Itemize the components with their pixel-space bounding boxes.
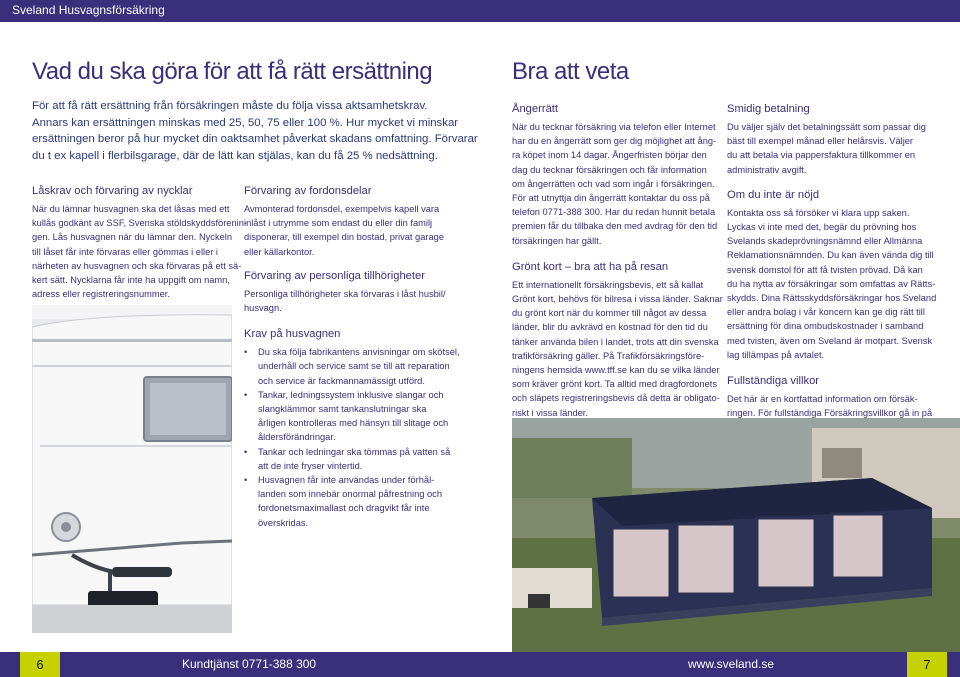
- caravan-photo: [32, 305, 232, 633]
- awning-photo: [512, 418, 960, 652]
- right-column-1: Ångerrätt När du tecknar försäkring via telefon eller Internet har du en ångerrätt som ger dig möjlighet att ång- ra köpet inom 14 dagar. Ångerfristen börjar den dag du tecknar försäkringen och får information om ångerrätten och vad som ingår i försäkringen. För att utnyttja din ångerrätt kontaktar du oss på telefon 0771-388 300. Har du redan hunnit betala premien får du tillbaka den med avdrag för den tid försäkringen har gällt. Grönt kort – bra att ha på resan Ett internationellt försäkringsbevis, ett så kallat Grönt kort, behövs för bilresa i vissa länder. Saknar du grönt kort när du kommer till något av dessa länder, blir du avkrävd en kostnad för den tid du tänker använda bilen i landet, trots att din svenska trafikförsäkring gäller. På Trafikförsäkringsföre- ningens hemsida www.tff.se kan du se vilka länder som kräver grönt kort. Ta alltid med dragfordonets och släpets registreringsbevis då detta är obligato- riskt i vissa länder.: [512, 103, 723, 418]
- list-item: • Husvagnen får inte användas under förhål- landen som innebär onormal påfrestning och fordonetsmaximallast och dragvikt får inte överskridas.: [244, 473, 469, 530]
- list-item: • Tankar, ledningssystem inklusive slangar och slangklämmor samt tankanslutningar ska årligen kontrolleras med hänsyn till slitage och åldersförändringar.: [244, 388, 469, 445]
- requirements-heading: Krav på husvagnen: [244, 328, 341, 341]
- intro-paragraph: För att få rätt ersättning från försäkringen måste du följa vissa aktsamhetskrav. Annars kan ersättningen minskas med 25, 50, 75 eller 100 %. Hur mycket vi minskar ersättningen beror på hur mycket din oaktsamhet påverkat skadans omfattning. Förvarar du t ex kapell i flerbilsgarage, där de lätt kan stjälas, kan du få 25 % nedsättning.: [32, 100, 478, 162]
- right-column-2: Smidig betalning Du väljer själv det betalningssätt som passar dig bäst till exempel månad eller helårsvis. Väljer du att betala via pappersfaktura tillkommer en administrativ avgift. Om du inte är nöjd Kontakta oss så försöker vi klara upp saken. Lyckas vi inte med det, begär du prövning hos Svelands skadeprövningsnämnd eller Allmänna Reklamationsnämnden. Du kan även vända dig till svensk domstol för att få tvisten prövad. Då kan du ha nytta av försäkringar som omfattas av Rätts- skydds. Dina Rättsskyddsförsäkringar hos Sveland eller andra bolag i vår koncern kan ge dig rätt till ersättning för dina ombudskostnader i samband med tvisten, även om Sveland är motpart. Svensk lag tillämpas på avtalet. Fullständiga villkor Det här är en kortfattad information om försäk- ringen. För fullständiga Försäkringsvillkor gå in på: [727, 102, 942, 449]
- footer-bar: [0, 652, 960, 677]
- requirements-list: [244, 345, 469, 530]
- caravan-illustration: [32, 305, 232, 633]
- customer-service-phone: Kundtjänst 0771-388 300: [182, 657, 317, 671]
- regret-heading: Ångerrätt: [512, 103, 559, 115]
- vehicle-heading: Förvaring av fordonsdelar: [244, 185, 372, 197]
- page-number-right: 7: [907, 652, 947, 677]
- middle-column: Förvaring av fordonsdelar Avmonterad fordonsdel, exempelvis kapell vara inlåst i utrymme som endast du eller din familj disponerar, till exempel din bostad, privat garage eller källarkontor. Förvaring av personliga tillhörigheter Personliga tillhörigheter ska förvaras i låst husbil/ husvagn. Krav på husvagnen • Du ska följa fabrikantens anvisningar om skötsel, underhåll och service samt se till att reparation och service är fackmannamässigt utförd. • Tankar, ledningssystem inklusive slangar och slangklämmor samt tankanslutningar ska årligen kontrolleras med hänsyn till slitage och åldersförändringar. • Tankar och ledningar ska tömmas på vatten så att de inte fryser vintertid. • Husvagnen får inte användas under förhål- landen som innebär onormal påfrestning och fordonetsmaximallast och dragvikt får inte överskridas.: [244, 184, 469, 530]
- top-bar: [0, 0, 960, 22]
- personal-heading: Förvaring av personliga tillhörigheter: [244, 269, 425, 282]
- right-page-heading: Bra att veta: [512, 58, 629, 85]
- lock-heading: Låskrav och förvaring av nycklar: [32, 185, 193, 197]
- left-page-heading: Vad du ska göra för att få rätt ersättning: [32, 58, 433, 85]
- awning-illustration: [512, 418, 960, 652]
- terms-heading: Fullständiga villkor: [727, 375, 820, 388]
- complaint-heading: Om du inte är nöjd: [727, 188, 820, 201]
- website-link[interactable]: www.sveland.se: [688, 657, 775, 671]
- payment-heading: Smidig betalning: [727, 103, 810, 115]
- list-item: • Du ska följa fabrikantens anvisningar om skötsel, underhåll och service samt se till att reparation och service är fackmannamässigt utförd.: [244, 345, 469, 388]
- lock-section: Låskrav och förvaring av nycklar När du lämnar husvagnen ska det låsas med ett kullås godkänt av SSF, Svenska stöldskyddsförenin- gen. Lås husvagnen när du lämnar den. Nyckeln till låset får inte förvaras eller gömmas i eller i närheten av husvagnen och ska förvaras på ett sä- kert sätt. Nycklarna får inte ha uppgift om namn, adress eller registreringsnummer.: [32, 185, 247, 300]
- publication-title: Sveland Husvagnsförsäkring: [12, 3, 165, 17]
- page-number-left: 6: [20, 652, 60, 677]
- list-item: • Tankar och ledningar ska tömmas på vatten så att de inte fryser vintertid.: [244, 445, 469, 473]
- green-card-heading: Grönt kort – bra att ha på resan: [512, 260, 669, 273]
